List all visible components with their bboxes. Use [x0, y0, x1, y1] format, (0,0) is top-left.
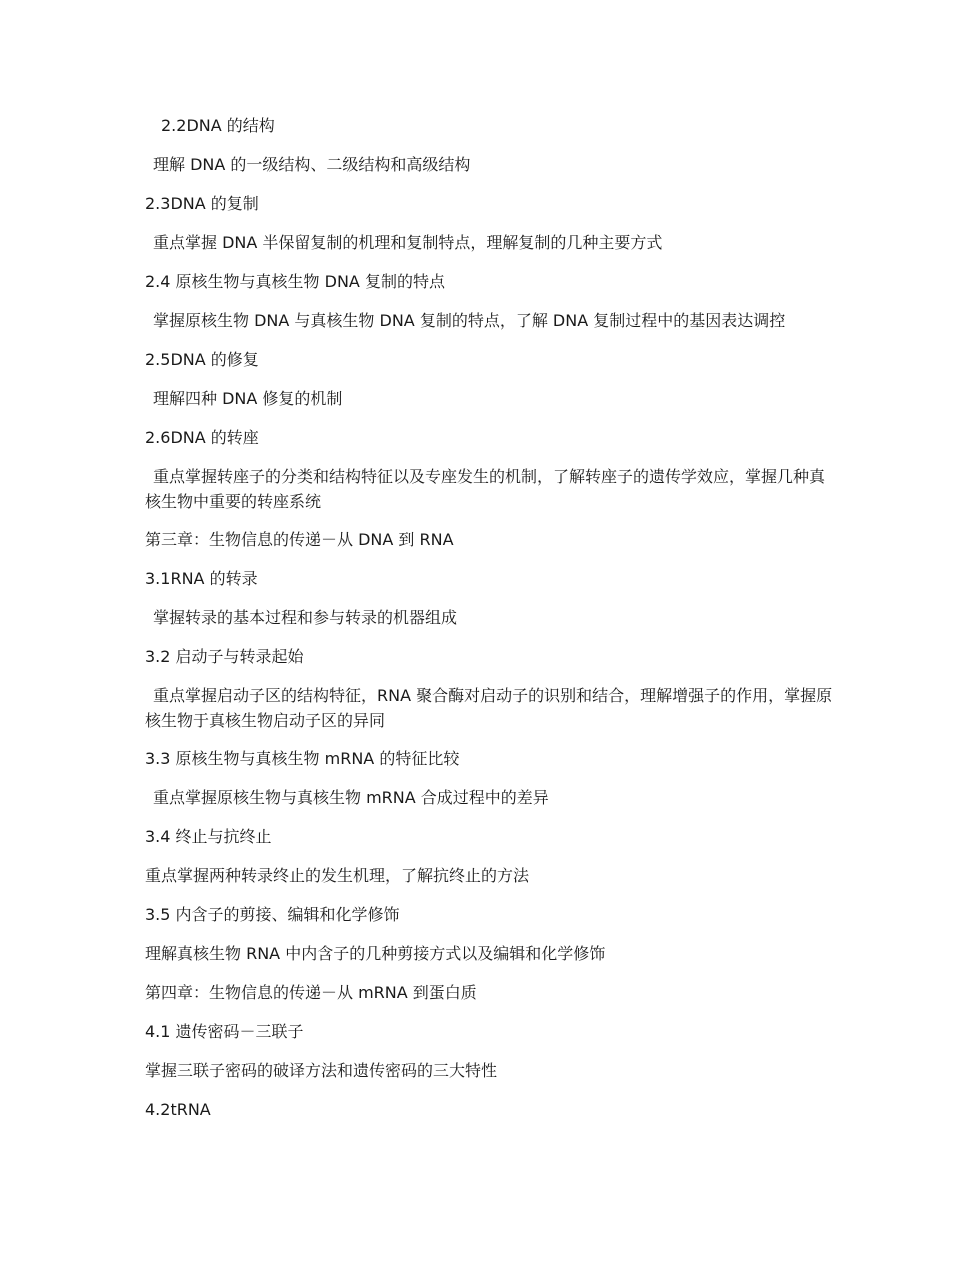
section-heading-4-1: 4.1 遗传密码－三联子 — [145, 1022, 304, 1041]
section-heading-3-2: 3.2 启动子与转录起始 — [145, 647, 304, 666]
section-heading-2-3: 2.3DNA 的复制 — [145, 194, 259, 213]
section-description: 理解四种 DNA 修复的机制 — [153, 389, 343, 408]
section-heading-3-3: 3.3 原核生物与真核生物 mRNA 的特征比较 — [145, 749, 460, 768]
section-description: 掌握转录的基本过程和参与转录的机器组成 — [153, 608, 458, 627]
section-heading-4-2: 4.2tRNA — [145, 1100, 211, 1119]
section-heading-2-2: 2.2DNA 的结构 — [161, 116, 275, 135]
section-description: 理解真核生物 RNA 中内含子的几种剪接方式以及编辑和化学修饰 — [145, 944, 606, 963]
section-description: 重点掌握两种转录终止的发生机理，了解抗终止的方法 — [145, 866, 530, 885]
section-heading-2-5: 2.5DNA 的修复 — [145, 350, 259, 369]
section-description: 理解 DNA 的一级结构、二级结构和高级结构 — [153, 155, 471, 174]
section-heading-3-4: 3.4 终止与抗终止 — [145, 827, 272, 846]
section-description: 重点掌握 DNA 半保留复制的机理和复制特点，理解复制的几种主要方式 — [153, 233, 663, 252]
chapter-heading-3: 第三章：生物信息的传递－从 DNA 到 RNA — [145, 530, 454, 549]
section-description: 重点掌握启动子区的结构特征，RNA 聚合酶对启动子的识别和结合，理解增强子的作用，掌握原核生物于真核生物启动子区的异同 — [145, 686, 833, 730]
section-description: 重点掌握转座子的分类和结构特征以及专座发生的机制，了解转座子的遗传学效应，掌握几种真核生物中重要的转座系统 — [145, 467, 826, 511]
section-heading-3-1: 3.1RNA 的转录 — [145, 569, 258, 588]
section-heading-2-6: 2.6DNA 的转座 — [145, 428, 259, 447]
section-description: 掌握三联子密码的破译方法和遗传密码的三大特性 — [145, 1061, 498, 1080]
document-body — [145, 113, 835, 1136]
section-heading-2-4: 2.4 原核生物与真核生物 DNA 复制的特点 — [145, 272, 445, 291]
section-heading-3-5: 3.5 内含子的剪接、编辑和化学修饰 — [145, 905, 400, 924]
section-description: 掌握原核生物 DNA 与真核生物 DNA 复制的特点，了解 DNA 复制过程中的基因表达调控 — [153, 311, 786, 330]
chapter-heading-4: 第四章：生物信息的传递－从 mRNA 到蛋白质 — [145, 983, 477, 1002]
section-description: 重点掌握原核生物与真核生物 mRNA 合成过程中的差异 — [153, 788, 549, 807]
